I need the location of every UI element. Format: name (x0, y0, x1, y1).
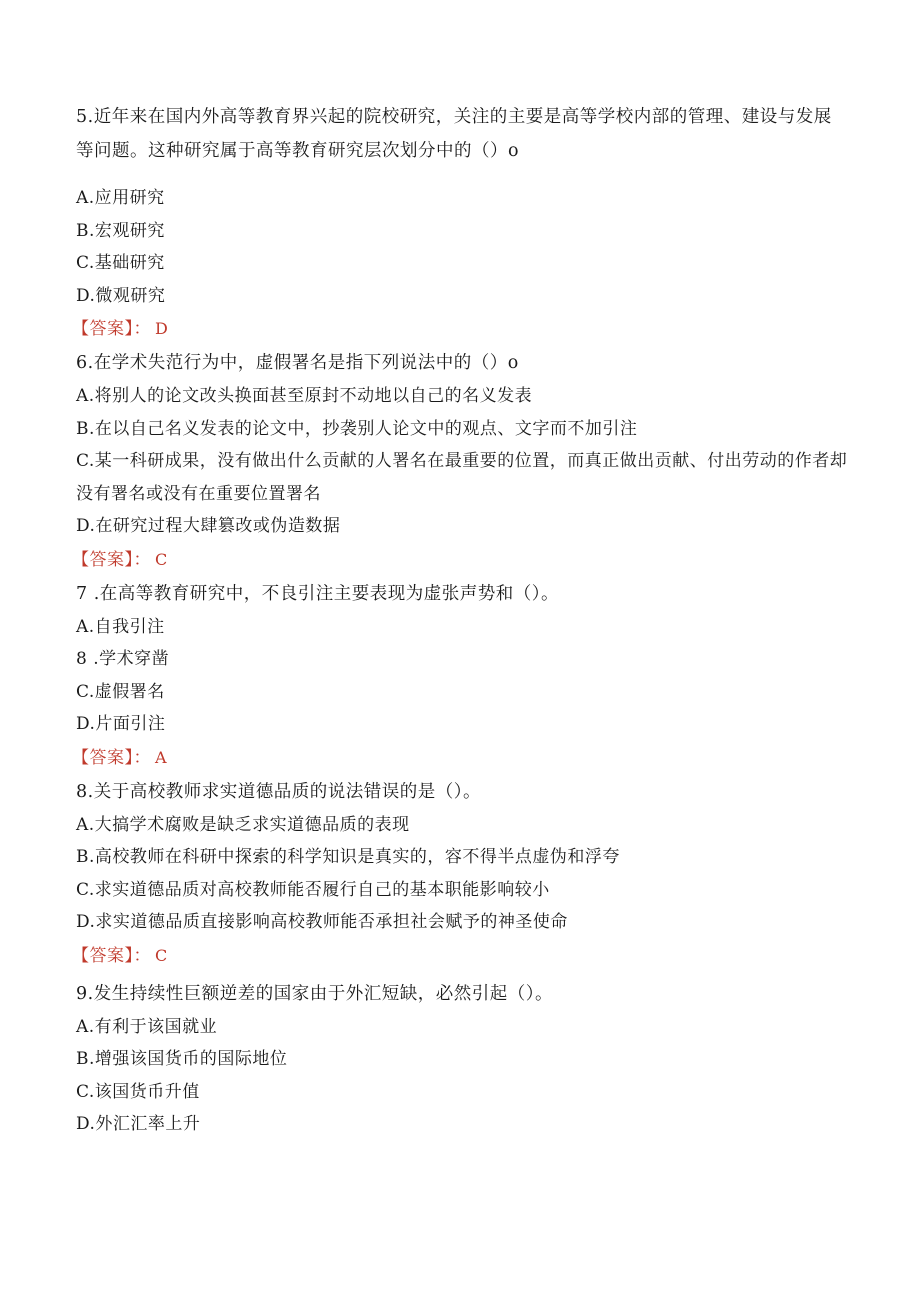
question-stem: 8.关于高校教师求实道德品质的说法错误的是（）。 (76, 781, 481, 802)
answer-label: 【答案】： (72, 747, 151, 768)
answer-line (72, 312, 848, 346)
document-page (72, 100, 848, 1141)
option-a: A.自我引注 (76, 616, 165, 637)
answer-value: C (155, 549, 168, 569)
answer-line (72, 939, 848, 973)
answer-label: 【答案】： (72, 549, 151, 570)
answer-value: C (155, 945, 168, 965)
option-d: D.微观研究 (76, 285, 166, 306)
option-c: C.该国货币升值 (76, 1081, 200, 1102)
option-a: A.有利于该国就业 (76, 1016, 218, 1037)
question-9 (76, 973, 848, 1141)
option-b: B.在以自己名义发表的论文中，抄袭别人论文中的观点、文字而不加引注 (76, 418, 638, 439)
question-stem: 9.发生持续性巨额逆差的国家由于外汇短缺，必然引起（）。 (76, 983, 553, 1004)
option-a: A.应用研究 (76, 188, 165, 208)
option-b: B.宏观研究 (76, 220, 165, 241)
option-d: D.求实道德品质直接影响高校教师能否承担社会赋予的神圣使命 (76, 912, 568, 932)
option-a: A.大搞学术腐败是缺乏求实道德品质的表现 (76, 814, 410, 835)
question-5 (72, 100, 848, 346)
option-b: 8 .学术穿凿 (76, 649, 170, 669)
question-8 (72, 775, 848, 973)
option-b: B.增强该国货币的国际地位 (76, 1049, 288, 1069)
question-6 (72, 346, 848, 577)
option-d: D.片面引注 (76, 714, 166, 734)
answer-value: A (155, 747, 168, 767)
question-7 (72, 577, 848, 775)
option-d: D.在研究过程大肆篡改或伪造数据 (76, 516, 341, 536)
answer-label: 【答案】： (72, 319, 151, 339)
answer-line (72, 543, 848, 577)
question-stem: 7 .在高等教育研究中，不良引注主要表现为虚张声势和（）。 (76, 583, 560, 604)
option-d: D.外汇汇率上升 (76, 1114, 201, 1134)
option-c: C.某一科研成果，没有做出什么贡献的人署名在最重要的位置，而真正做出贡献、付出劳动的作者却没有署名或没有在重要位置署名 (76, 451, 848, 504)
question-stem: 6.在学术失范行为中，虚假署名是指下列说法中的（）o (76, 353, 519, 373)
answer-line (72, 741, 848, 775)
option-c: C.基础研究 (76, 253, 165, 273)
question-stem: 5.近年来在国内外高等教育界兴起的院校研究，关注的主要是高等学校内部的管理、建设与发展等问题。这种研究属于高等教育研究层次划分中的（）o (76, 107, 832, 161)
option-c: C.求实道德品质对高校教师能否履行自己的基本职能影响较小 (76, 879, 550, 900)
option-c: C.虚假署名 (76, 681, 165, 702)
answer-label: 【答案】： (72, 945, 151, 966)
answer-value: D (155, 319, 169, 338)
option-b: B.高校教师在科研中探索的科学知识是真实的，容不得半点虚伪和浮夸 (76, 847, 620, 867)
option-a: A.将别人的论文改头换面甚至原封不动地以自己的名义发表 (76, 386, 533, 406)
